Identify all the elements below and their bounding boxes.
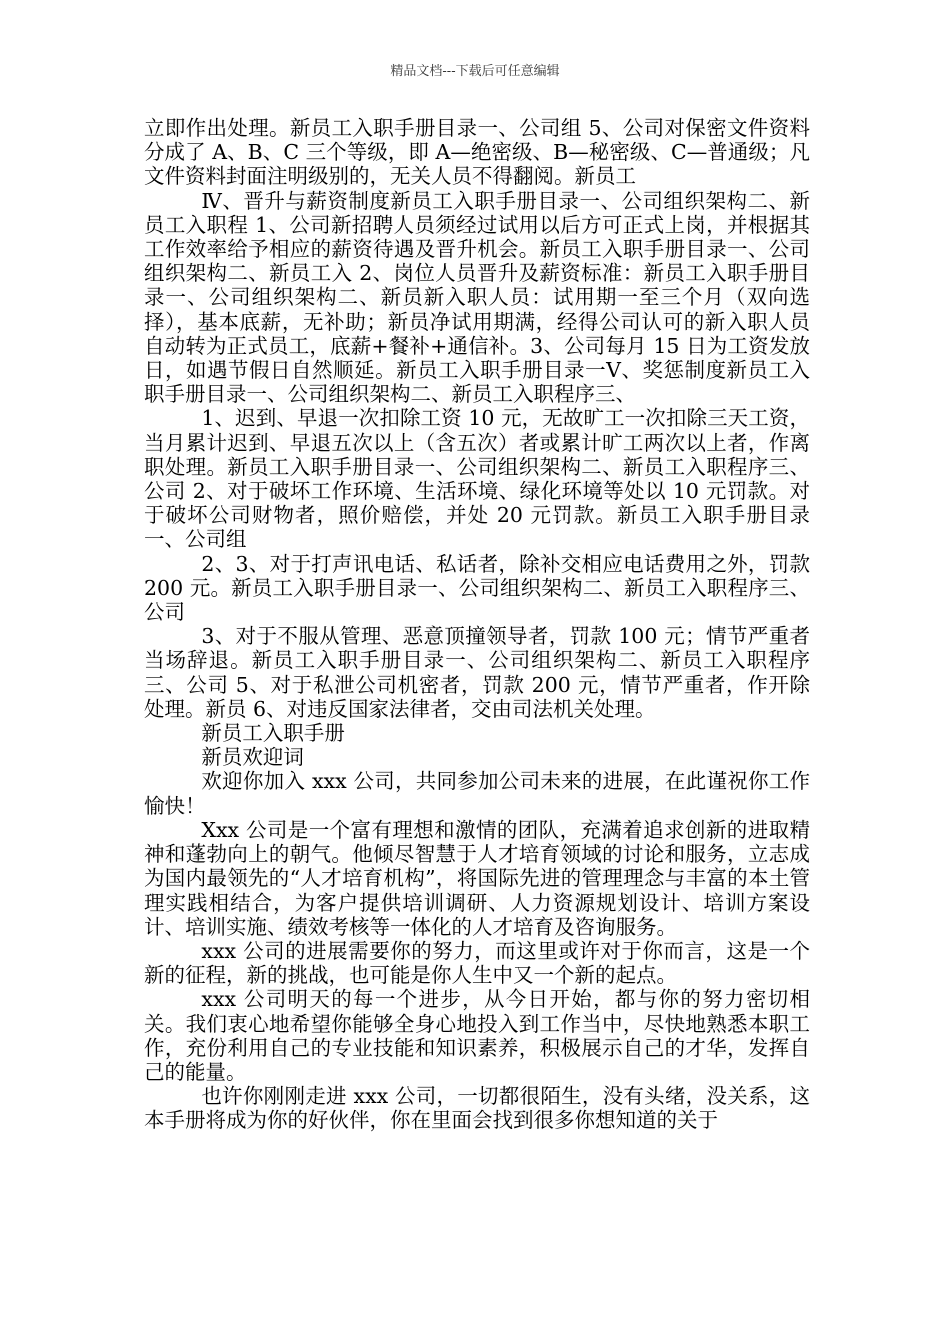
document-body	[144, 116, 810, 1133]
section-title-welcome: 新员欢迎词	[201, 745, 304, 770]
paragraph-penalty-phone: 2、3、对于打声讯电话、私话者，除补交相应电话费用之外，罚款 200 元。新员工入职手册目录一、公司组织架构二、新员工入职程序三、公司	[144, 551, 810, 625]
paragraph-new-journey: xxx 公司的进展需要你的努力，而这里或许对于你而言，这是一个新的征程，新的挑战，也可能是你人生中又一个新的起点。	[144, 938, 810, 988]
paragraph-progress: xxx 公司明天的每一个进步，从今日开始，都与你的努力密切相关。我们衷心地希望你能够全身心地投入到工作当中，尽快地熟悉本职工作，充份利用自己的专业技能和知识素养，积极展示自己的才华，发挥自己的能量。	[144, 987, 810, 1084]
paragraph-penalty-disobedience: 3、对于不服从管理、恶意顶撞领导者，罚款 100 元；情节严重者当场辞退。新员工入职手册目录一、公司组织架构二、新员工入职程序三、公司 5、对于私泄公司机密者，罚款 200 元，情节严重者，作开除处理。新员 6、对违反国家法律者，交由司法机关处理。	[144, 624, 810, 721]
paragraph-penalty-lateness: 1、迟到、早退一次扣除工资 10 元，无故旷工一次扣除三天工资，当月累计迟到、早退五次以上（含五次）者或累计旷工两次以上者，作离职处理。新员工入职手册目录一、公司组织架构二、新员工入职程序三、公司 2、对于破坏工作环境、生活环境、绿化环境等处以 10 元罚款。对于破坏公司财物者，照价赔偿，并处 20 元罚款。新员工入职手册目录一、公司组	[144, 406, 810, 552]
paragraph-company-intro: Xxx 公司是一个富有理想和激情的团队，充满着追求创新的进取精神和蓬勃向上的朝气。他倾尽智慧于人才培育领域的讨论和服务，立志成为国内最领先的“人才培育机构”，将国际先进的管理理念与丰富的本土管理实践相结合，为客户提供培训调研、人力资源规划设计、培训方案设计、培训实施、绩效考核等一体化的人才培育及咨询服务。	[144, 817, 810, 939]
paragraph-promotion-salary: Ⅳ、晋升与薪资制度新员工入职手册目录一、公司组织架构二、新员工入职程 1、公司新招聘人员须经过试用以后方可正式上岗，并根据其工作效率给予相应的薪资待遇及晋升机会。新员工入职手册目录一、公司组织架构二、新员工入 2、岗位人员晋升及薪资标准：新员工入职手册目录一、公司组织架构二、新员新入职人员：试用期一至三个月（双向选择），基本底薪，无补助；新员净试用期满，经得公司认可的新入职人员自动转为正式员工，底薪+餐补+通信补。3、公司每月 15 日为工资发放日，如遇节假日自然顺延。新员工入职手册目录一Ⅴ、奖惩制度新员工入职手册目录一、公司组织架构二、新员工入职程序三、	[144, 188, 810, 407]
paragraph-security-levels: 立即作出处理。新员工入职手册目录一、公司组 5、公司对保密文件资料分成了 A、B、C 三个等级，即 A—绝密级、B—秘密级、C—普通级；凡文件资料封面注明级别的，无关人员不得翻阅。新员工	[144, 116, 810, 189]
paragraph-welcome: 欢迎你加入 xxx 公司，共同参加公司未来的进展，在此谨祝你工作愉快！	[144, 769, 810, 818]
section-title-handbook: 新员工入职手册	[201, 721, 345, 746]
paragraph-handbook-partner: 也许你刚刚走进 xxx 公司，一切都很陌生，没有头绪，没关系，这本手册将成为你的好伙伴，你在里面会找到很多你想知道的关于	[144, 1084, 810, 1133]
page-header: 精品文档---下载后可任意编辑	[390, 64, 560, 79]
